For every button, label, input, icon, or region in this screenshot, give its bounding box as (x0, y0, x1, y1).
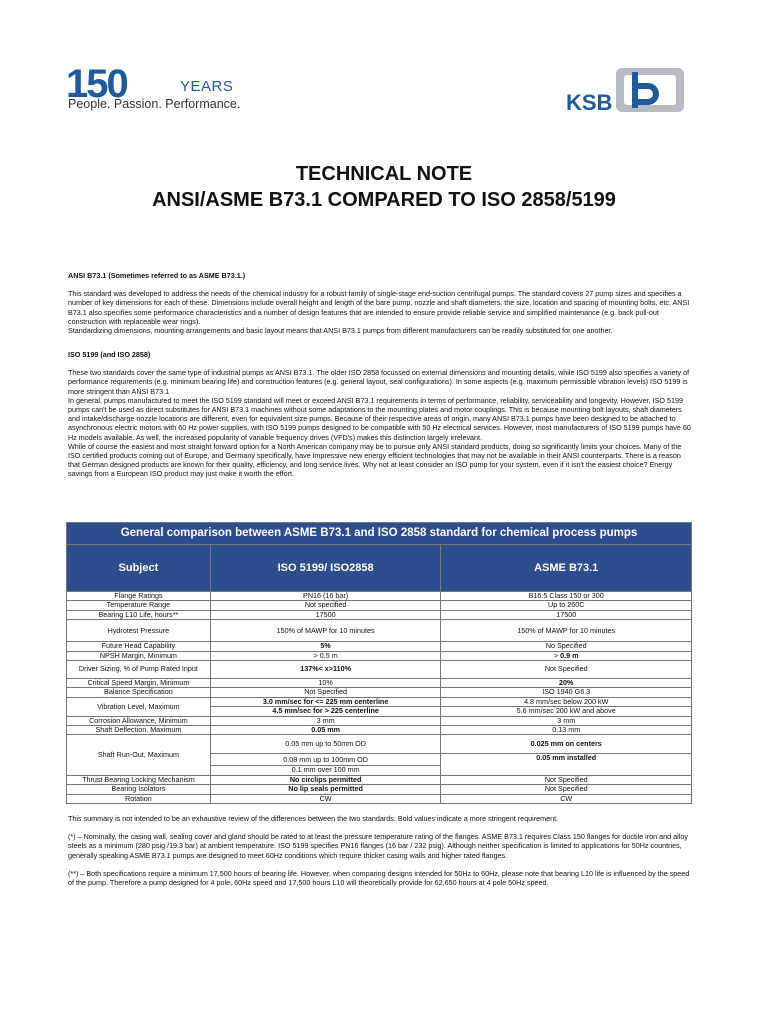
header-asme: ASME B73.1 (441, 545, 692, 592)
table-header-row (67, 545, 692, 592)
cell-asme-prefix: > (553, 650, 561, 660)
section-iso-paragraph-2: In general, pumps manufactured to meet the ISO 5199 standard will meet or exceed ANSI B73.1 requirements in terms of performance, reliability, serviceability and longevity. However, ISO 5199 pumps can't be used as direct substitutes for ANSI B73.1 machines without some adaptations to the mounting plates and motor couplings. This is because mounting bolt layouts, shaft diameters and intake/discharge nozzle locations are different, even for equivalent size pumps. Because of their respective areas of origin, many ANSI B73.1 pumps have been designed to be attached to asynchronous electric motors with 60 Hz power supplies, with ISO 5199 pumps designed to be compatible with 50 Hz electrical services. However, most manufacturers of ISO 5199 pumps have 60 Hz models available. As well, the increased popularity of variable frequency drives (VFD's) makes this distinction largely irrelevant. (68, 395, 691, 442)
cell-iso: 0.08 mm up to 100mm OD (210, 754, 441, 766)
cell-iso: No lip seals permitted (210, 785, 441, 794)
ksb-b-icon (614, 66, 690, 116)
cell-iso: Not Specified (210, 688, 441, 697)
section-ansi (68, 271, 694, 335)
cell-iso: 0.1 mm over 100 mm (210, 766, 441, 775)
cell-iso: 150% of MAWP for 10 minutes (210, 620, 441, 642)
cell-asme: B16.5 Class 150 or 300 (441, 592, 692, 601)
table-row (67, 735, 692, 754)
cell-asme: 5.6 mm/sec 200 kW and above (441, 707, 692, 716)
cell-asme: 0.025 mm on centers (441, 735, 692, 754)
cell-asme: 17500 (441, 610, 692, 619)
cell-asme: 3 mm (441, 716, 692, 725)
cell-subject: Flange Ratings (67, 592, 211, 601)
cell-iso: 10% (210, 679, 441, 688)
section-ansi-paragraph-1: This standard was developed to address the needs of the chemical industry for a robust family of single-stage end-suction centrifugal pumps. The standard covers 27 pump sizes and specifies a number of key dimensions for each of these. Dimensions include overall height and length of the bare pump, nozzle and shaft diameters, the size, location and spacing of mounting bolts, etc. ANSI B73.1 also specifies some performance characteristics and a number of design features that are intended to ensure provide reliable service and simplified maintenance (e.g. back pull-out construction with replaceable wear rings). (68, 289, 690, 326)
table-banner: General comparison between ASME B73.1 and ISO 2858 standard for chemical process pumps (67, 523, 692, 545)
cell-subject: Bearing Isolators (67, 785, 211, 794)
cell-asme: 0.13 mm (441, 726, 692, 735)
ksb-logo (566, 66, 690, 116)
cell-iso: CW (210, 794, 441, 803)
cell-iso: > 0.5 m (210, 651, 441, 660)
footnote-double-star: (**) – Both specifications require a minimum 17,500 hours of bearing life. However, when comparing designs intended for 50Hz to 60Hz, please note that bearing L10 life is influenced by the speed of the pump. Therefore a pump designed for 4 pole, 60Hz speed and 17,500 hours L10 will theoretically provide for 62,650 hours at 4 pole 50Hz speed. (68, 868, 690, 888)
cell-iso: Not specified (210, 601, 441, 610)
cell-asme: Not Specified (441, 775, 692, 784)
cell-asme: ISO 1940 G6.3 (441, 688, 692, 697)
table-row (67, 601, 692, 610)
cell-subject: Vibration Level, Maximum (67, 697, 211, 716)
cell-asme: Not Specified (441, 661, 692, 679)
cell-asme: 4.8 mm/sec below 200 kW (441, 697, 692, 706)
cell-iso: 17500 (210, 610, 441, 619)
cell-subject: Corrosion Allowance, Minimum (67, 716, 211, 725)
cell-asme: 150% of MAWP for 10 minutes (441, 620, 692, 642)
cell-subject: Bearing L10 Life, hours** (67, 610, 211, 619)
cell-subject: Rotation (67, 794, 211, 803)
table-row (67, 642, 692, 651)
cell-subject: Balance Specification (67, 688, 211, 697)
comparison-table (66, 522, 692, 804)
doc-title-line2: ANSI/ASME B73.1 COMPARED TO ISO 2858/5199 (152, 189, 616, 211)
table-row (67, 726, 692, 735)
table-row (67, 661, 692, 679)
cell-asme: 0.05 mm installed (441, 754, 692, 775)
section-iso (68, 350, 694, 479)
table-row (67, 651, 692, 660)
table-row (67, 620, 692, 642)
cell-asme: 20% (441, 679, 692, 688)
ksb-logo-text: KSB (566, 90, 613, 115)
cell-iso: No circlips permitted (210, 775, 441, 784)
logo-years: YEARS (180, 78, 234, 95)
logo-tagline: People. Passion. Performance. (68, 97, 241, 111)
header-iso: ISO 5199/ ISO2858 (210, 545, 441, 592)
header-subject: Subject (67, 545, 211, 592)
logo-number: 150 (66, 62, 127, 106)
cell-subject: Future Head Capability (67, 642, 211, 651)
cell-iso: 0.05 mm (210, 726, 441, 735)
cell-asme-value: 0.9 m (560, 650, 579, 660)
cell-subject: Critical Speed Margin, Minimum (67, 679, 211, 688)
cell-subject: Thrust Bearing Locking Mechanism (67, 775, 211, 784)
cell-asme: Up to 260C (441, 601, 692, 610)
cell-subject: Temperature Range (67, 601, 211, 610)
table-row (67, 610, 692, 619)
cell-iso: 137%< x>110% (210, 661, 441, 679)
section-iso-heading: ISO 5199 (and ISO 2858) (68, 350, 151, 359)
section-iso-paragraph-1: These two standards cover the same type of industrial pumps as ANSI B73.1. The older ISO 2858 focussed on external dimensions and mounting details, while ISO 5199 also specifies a variety of performance requirements (e.g. minimum bearing life) and construction features (e.g. general layout, seal configurations). In some aspects (e.g. maximum permissible vibration levels) ISO 5199 is more stringent than ANSI B73.1 (68, 368, 690, 396)
cell-iso: 4.5 mm/sec for > 225 centerline (210, 707, 441, 716)
cell-iso: 3.0 mm/sec for <= 225 mm centerline (210, 697, 441, 706)
cell-asme: Not Specified (441, 785, 692, 794)
cell-iso: 0.05 mm up to 50mm OD (210, 735, 441, 754)
table-row (67, 785, 692, 794)
cell-iso: 3 mm (210, 716, 441, 725)
table-row (67, 794, 692, 803)
doc-title-line1: TECHNICAL NOTE (295, 163, 473, 185)
cell-subject: Hydrotest Pressure (67, 620, 211, 642)
table-banner-row (67, 523, 692, 545)
cell-subject: NPSH Margin, Minimum (67, 651, 211, 660)
table-row (67, 688, 692, 697)
section-ansi-heading: ANSI B73.1 (Sometimes referred to as ASME B73.1.) (68, 271, 246, 280)
section-ansi-paragraph-2: Standardizing dimensions, mounting arrangements and basic layout means that ANSI B73.1 pumps from different manufacturers can be readily substituted for one another. (68, 326, 613, 336)
summary-note: This summary is not intended to be an exhaustive review of the differences between the two standards. Bold values indicate a more stringent requirement. (68, 814, 559, 823)
cell-iso: PN16 (16 bar) (210, 592, 441, 601)
cell-iso: 5% (210, 642, 441, 651)
cell-asme: CW (441, 794, 692, 803)
notes-section (68, 814, 694, 887)
cell-subject: Shaft Run-Out, Maximum (67, 735, 211, 775)
cell-asme: No Specified (441, 642, 692, 651)
footnote-single-star: (*) – Nominally, the casing wall, sealing cover and gland should be rated to at least the pressure temperature rating of the flanges. ASME B73.1 requires Class 150 flanges for ductile iron and alloy steels as a minimum (280 psig /19.3 bar) at ambient temperature. ISO 5199 specifies PN16 flanges (16 bar / 232 psig). Although neither specification is limited to applications for 50Hz countries, generally speaking ASME B73.1 pumps are designed to meet 60Hz conditions which require thicker casing walls and higher rated flanges. (68, 832, 688, 860)
cell-subject: Shaft Deflection, Maximum (67, 726, 211, 735)
section-iso-paragraph-3: While of course the easiest and most straight forward option for a North American company may be to pursue only ANSI standard products, doing so significantly limits your choices. Many of the ISO certified products coming out of Europe, and Germany specifically, have impressive new energy efficient technologies that may not be available in their ANSI counterparts. There is a reason that German designed products are known for their quality, efficiency, and long service lives. Why not at least consider an ISO pump for your system, even if it isn't the easiest choice? Energy savings from a European ISO product may just make it worth the effort. (68, 441, 682, 479)
cell-subject: Driver Sizing, % of Pump Rated Input (67, 661, 211, 679)
cell-asme (441, 651, 692, 660)
150-years-logo (66, 62, 256, 116)
